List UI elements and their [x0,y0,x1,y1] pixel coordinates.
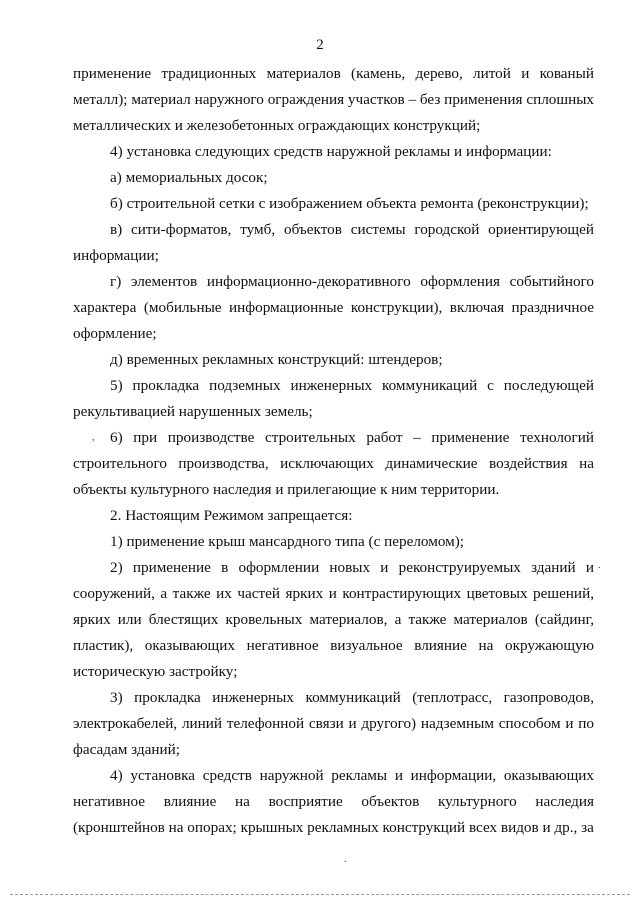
scan-bottom-edge [10,894,630,895]
paragraph-overhead-utilities: 3) прокладка инженерных коммуникаций (теплотрасс, газопроводов, электрокабелей, линий телефонной связи и другого) надземным способом и по фасадам зданий; [73,689,594,758]
scan-speck-left: , [92,432,95,443]
paragraph-outdoor-ads-prohibited: 4) установка средств наружной рекламы и информации, оказывающих негативное влияние на восприятие объектов культурного наследия (кронштейнов на опорах; крышных рекламных конструкций всех видов и др., за [73,767,594,836]
paragraph-city-formats: в) сити-форматов, тумб, объектов системы городской ориентирующей информации; [73,221,594,264]
paragraph-temporary-ads: д) временных рекламных конструкций: штендеров; [110,351,443,368]
paragraph-bright-colors: 2) применение в оформлении новых и реконструируемых зданий и сооружений, а также их частей ярких и контрастирующих цветовых решений, ярких или блестящих кровельных материалов, а также материалов (сайдинг, пластик), оказывающих негативное визуальное влияние на окружающую историческую застройку; [73,559,594,680]
paragraph-event-decor: г) элементов информационно-декоративного оформления событийного характера (мобильные информационные конструкции), включая праздничное оформление; [73,273,594,342]
scan-speck-right: . [598,560,601,571]
paragraph-underground-utilities: 5) прокладка подземных инженерных коммуникаций с последующей рекультивацией нарушенных земель; [73,377,594,420]
page-number: 2 [316,37,324,53]
paragraph-mansard-roofs: 1) применение крыш мансардного типа (с переломом); [110,533,465,550]
paragraph-prohibitions-heading: 2. Настоящим Режимом запрещается: [110,507,353,524]
paragraph-advertising-allowed: 4) установка следующих средств наружной рекламы и информации: [110,143,552,160]
paragraph-construction-technology: 6) при производстве строительных работ – применение технологий строительного производства, исключающих динамические воздействия на объекты культурного наследия и прилегающие к ним территории. [73,429,594,498]
paragraph-materials: применение традиционных материалов (камень, дерево, литой и кованый металл); материал наружного ограждения участков – без применения сплошных металлических и железобетонных ограждающих конструкций; [73,65,594,134]
document-body [73,61,594,841]
paragraph-memorial-plaques: а) мемориальных досок; [110,169,268,186]
scan-speck-bottom: . [344,854,347,865]
paragraph-construction-mesh: б) строительной сетки с изображением объекта ремонта (реконструкции); [110,195,589,212]
